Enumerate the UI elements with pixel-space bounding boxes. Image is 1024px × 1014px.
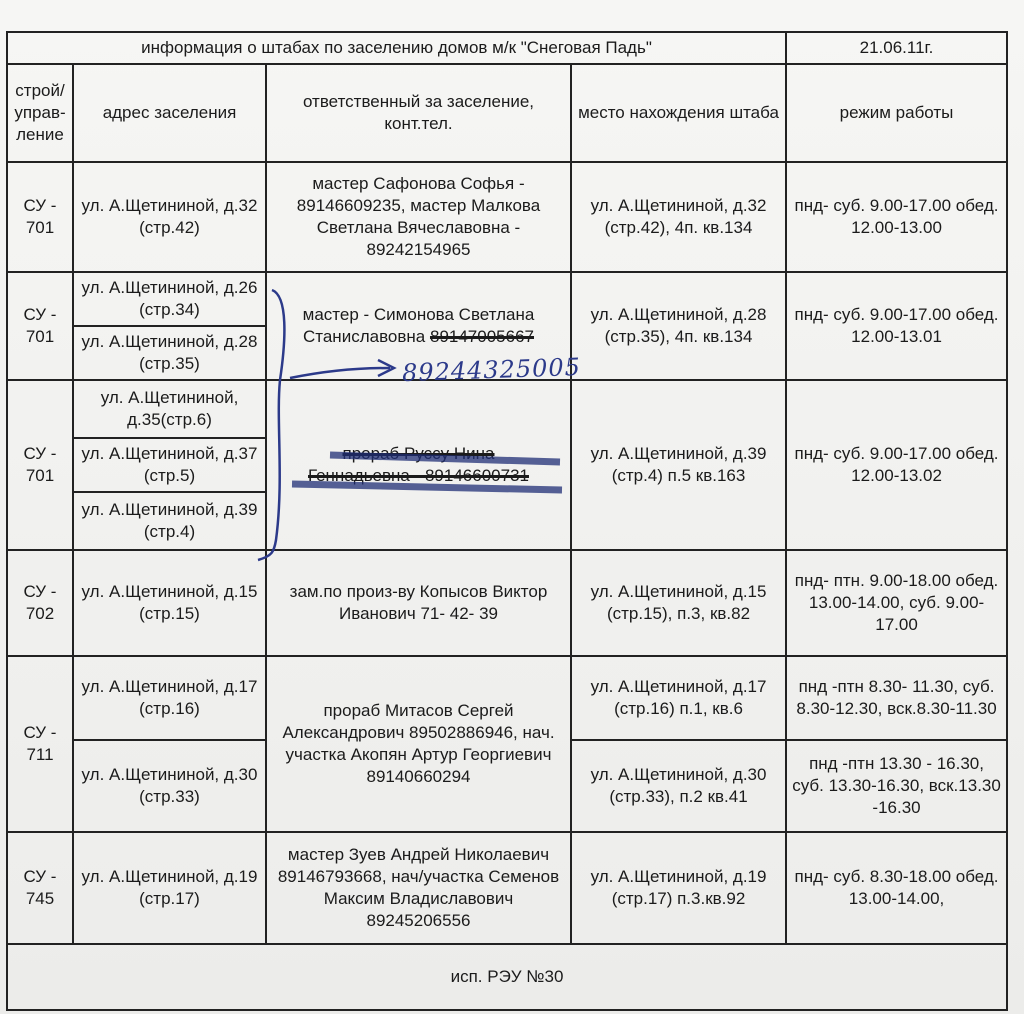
table-row [7,550,1007,656]
address-cell: ул. А.Щетининой, д.28 (стр.35) [73,326,266,380]
column-header-hq: место нахождения штаба [571,64,786,162]
hq-cell: ул. А.Щетининой, д.15 (стр.15), п.3, кв.82 [571,550,786,656]
hq-cell: ул. А.Щетининой, д.32 (стр.42), 4п. кв.134 [571,162,786,272]
column-header-row [7,64,1007,162]
su-cell: СУ - 702 [7,550,73,656]
table-row [7,272,1007,326]
struck-responsible-cont: Геннадьевна - 89146600731 [308,466,529,485]
hq-cell: ул. А.Щетининой, д.30 (стр.33), п.2 кв.41 [571,740,786,832]
su-cell: СУ - 711 [7,656,73,832]
address-cell: ул. А.Щетининой, д.15 (стр.15) [73,550,266,656]
headquarters-table [6,31,1008,1011]
su-cell: СУ - 745 [7,832,73,944]
handwritten-phone: 89244325005 [401,352,582,388]
hq-cell: ул. А.Щетининой, д.19 (стр.17) п.3.кв.92 [571,832,786,944]
column-header-hours: режим работы [786,64,1007,162]
table-row [7,162,1007,272]
hours-cell: пнд- птн. 9.00-18.00 обед. 13.00-14.00, суб. 9.00- 17.00 [786,550,1007,656]
address-cell: ул. А.Щетининой, д.32 (стр.42) [73,162,266,272]
hours-cell: пнд- суб. 8.30-18.00 обед. 13.00-14.00, [786,832,1007,944]
responsible-cell: мастер Зуев Андрей Николаевич 89146793668, нач/участка Семенов Максим Владиславович 89245206556 [266,832,571,944]
struck-responsible: прораб Руссу Нина [342,444,495,463]
hq-cell: ул. А.Щетининой, д.39 (стр.4) п.5 кв.163 [571,380,786,550]
hq-cell: ул. А.Щетининой, д.17 (стр.16) п.1, кв.6 [571,656,786,740]
document-date: 21.06.11г. [786,32,1007,64]
su-cell: СУ - 701 [7,162,73,272]
struck-phone: 89147005667 [429,327,534,346]
responsible-cell: зам.по произ-ву Копысов Виктор Иванович 71- 42- 39 [266,550,571,656]
column-header-address: адрес заселения [73,64,266,162]
column-header-responsible: ответственный за заселение, конт.тел. [266,64,571,162]
column-header-su: строй/ управ- ление [7,64,73,162]
hours-cell: пнд- суб. 9.00-17.00 обед. 12.00-13.02 [786,380,1007,550]
responsible-cell: прораб Митасов Сергей Александрович 89502886946, нач. участка Акопян Артур Георгиевич 89140660294 [266,656,571,832]
address-cell: ул. А.Щетининой, д.19 (стр.17) [73,832,266,944]
document-title: информация о штабах по заселению домов м/к "Снеговая Падь" [7,32,786,64]
responsible-cell [266,380,571,550]
address-cell: ул. А.Щетининой, д.35(стр.6) [73,380,266,438]
table-row [7,656,1007,740]
hours-cell: пнд -птн 8.30- 11.30, суб. 8.30-12.30, вск.8.30-11.30 [786,656,1007,740]
title-row [7,32,1007,64]
address-cell: ул. А.Щетининой, д.26 (стр.34) [73,272,266,326]
responsible-name: мастер - Симонова Светлана [302,305,535,324]
hours-cell: пнд- суб. 9.00-17.00 обед. 12.00-13.01 [786,272,1007,380]
table-row [7,832,1007,944]
su-cell: СУ - 701 [7,272,73,380]
responsible-name-cont: Станиславовна [302,327,426,346]
table-row [7,380,1007,438]
footer-row [7,944,1007,1010]
hq-cell: ул. А.Щетининой, д.28 (стр.35), 4п. кв.134 [571,272,786,380]
address-cell: ул. А.Щетининой, д.37 (стр.5) [73,438,266,492]
hours-cell: пнд -птн 13.30 - 16.30, суб. 13.30-16.30, вск.13.30 -16.30 [786,740,1007,832]
footer-note: исп. РЭУ №30 [7,944,1007,1010]
address-cell: ул. А.Щетининой, д.17 (стр.16) [73,656,266,740]
su-cell: СУ - 701 [7,380,73,550]
hours-cell: пнд- суб. 9.00-17.00 обед. 12.00-13.00 [786,162,1007,272]
responsible-cell: мастер Сафонова Софья - 89146609235, мастер Малкова Светлана Вячеславовна - 89242154965 [266,162,571,272]
address-cell: ул. А.Щетининой, д.39 (стр.4) [73,492,266,550]
address-cell: ул. А.Щетининой, д.30 (стр.33) [73,740,266,832]
